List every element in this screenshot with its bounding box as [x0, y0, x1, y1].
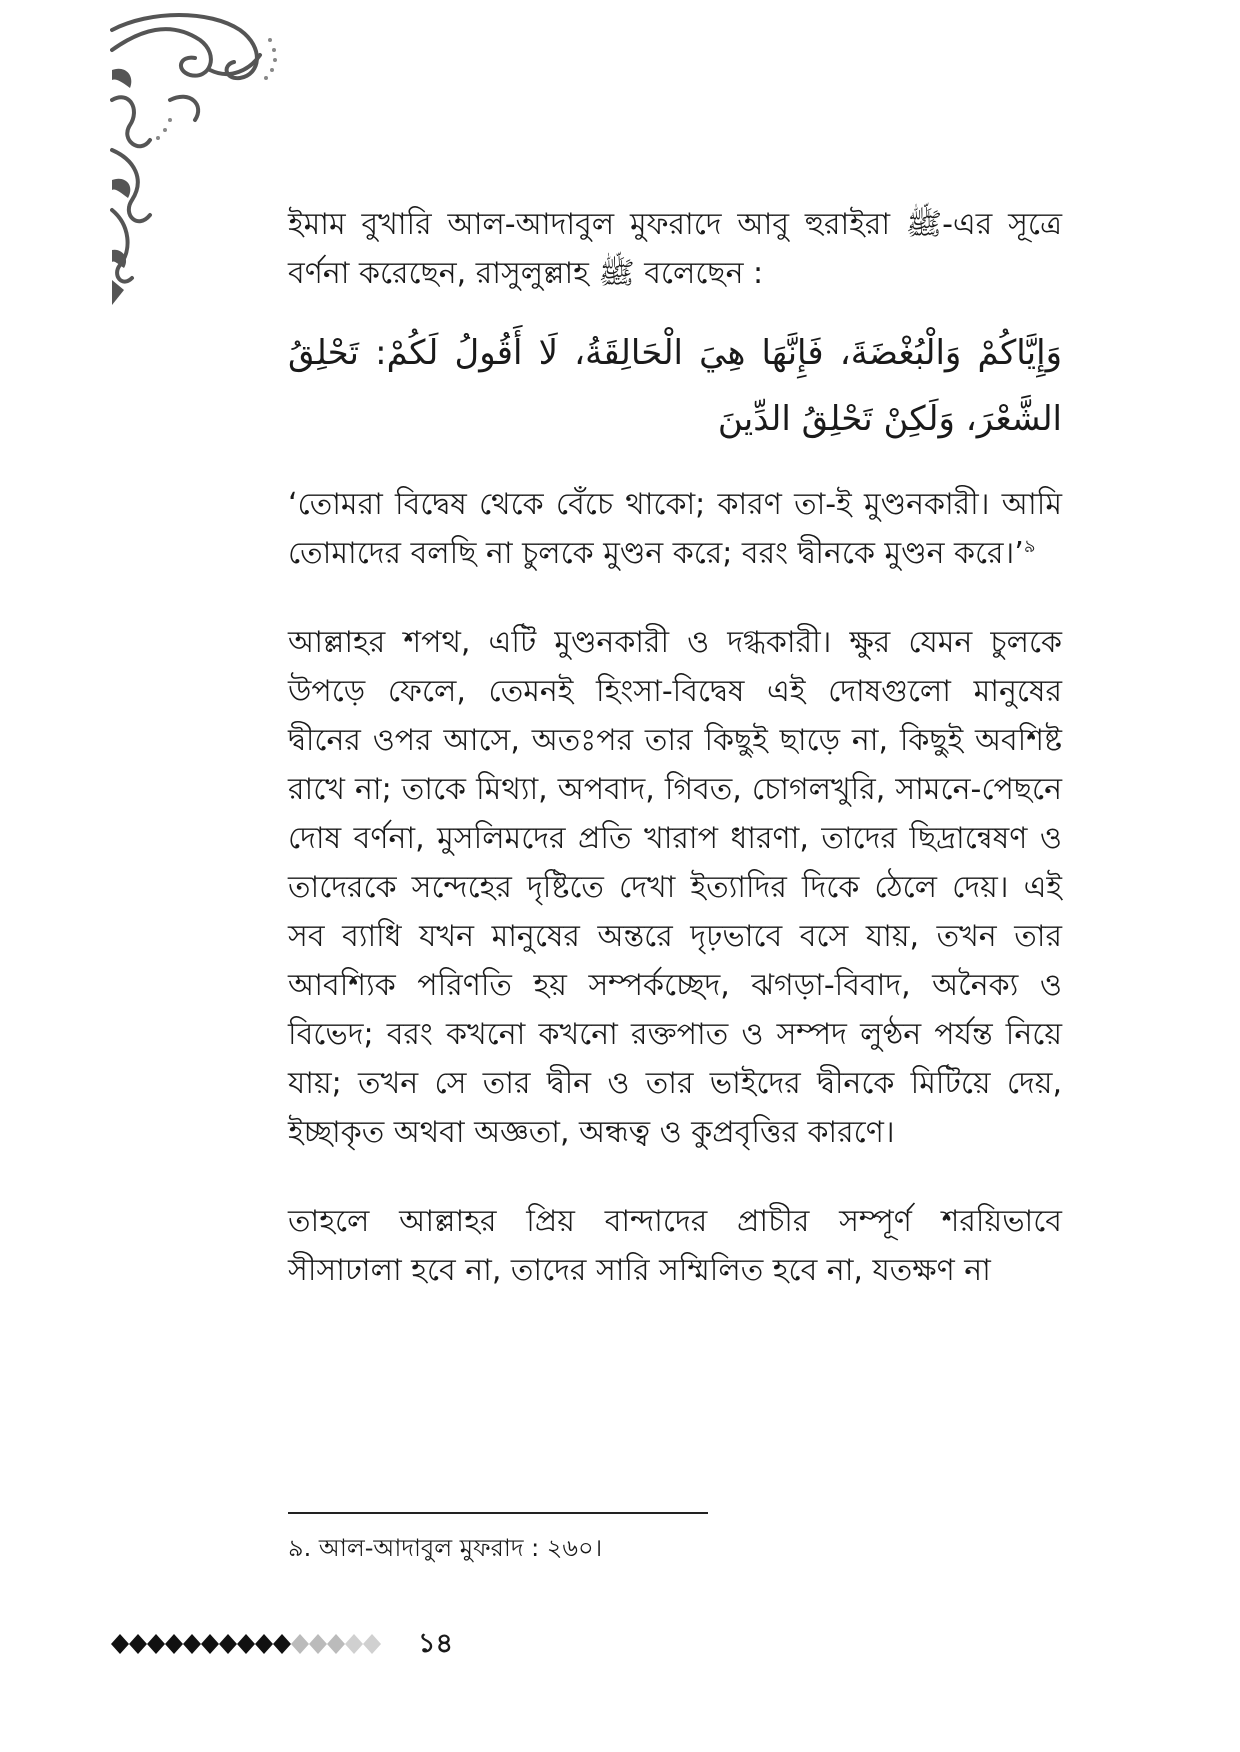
intro-paragraph: ইমাম বুখারি আল-আদাবুল মুফরাদে আবু হুরাইরা ﷺ-এর সূত্রে বর্ণনা করেছেন, রাসুলুল্লাহ ﷺ বলেছেন :	[288, 207, 1062, 291]
corner-ornament	[110, 10, 280, 310]
diamond-ornament	[165, 1634, 183, 1654]
diamond-ornament	[309, 1634, 327, 1654]
translation-text: ‘তোমরা বিদ্বেষ থেকে বেঁচে থাকো; কারণ তা-ই মুণ্ডনকারী। আমি তোমাদের বলছি না চুলকে মুণ্ডন করে; বরং দ্বীনকে মুণ্ডন করে।’	[288, 487, 1062, 571]
diamond-ornament	[237, 1634, 255, 1654]
page-marker-ornament	[110, 1632, 400, 1656]
diamond-ornament	[147, 1634, 165, 1654]
diamond-ornament	[255, 1634, 273, 1654]
page-body	[288, 200, 1062, 1295]
page-number: ১৪	[418, 1628, 454, 1659]
diamond-ornament	[183, 1634, 201, 1654]
body-paragraph-2: তাহলে আল্লাহর প্রিয় বান্দাদের প্রাচীর সম্পূর্ণ শরয়িভাবে সীসাঢালা হবে না, তাদের সারি সম্মিলিত হবে না, যতক্ষণ না	[288, 1204, 1062, 1288]
footnote-ref: ৯	[1023, 536, 1036, 557]
diamond-ornament	[273, 1634, 291, 1654]
diamond-ornament	[345, 1634, 363, 1654]
diamond-ornament	[111, 1634, 129, 1654]
footnote-divider	[288, 1512, 708, 1514]
diamond-ornament	[129, 1634, 147, 1654]
arabic-quote: وَإِيَّاكُمْ وَالْبُغْضَةَ، فَإِنَّهَا هِيَ الْحَالِقَةُ، لَا أَقُولُ لَكُمْ: تَحْلِقُ الشَّعْرَ، وَلَكِنْ تَحْلِقُ الدِّينَ	[288, 333, 1062, 439]
body-paragraph-1: আল্লাহর শপথ, এটি মুণ্ডনকারী ও দগ্ধকারী। ক্ষুর যেমন চুলকে উপড়ে ফেলে, তেমনই হিংসা-বিদ্বেষ এই দোষগুলো মানুষের দ্বীনের ওপর আসে, অতঃপর তার কিছুই ছাড়ে না, কিছুই অবশিষ্ট রাখে না; তাকে মিথ্যা, অপবাদ, গিবত, চোগলখুরি, সামনে-পেছনে দোষ বর্ণনা, মুসলিমদের প্রতি খারাপ ধারণা, তাদের ছিদ্রান্বেষণ ও তাদেরকে সন্দেহের দৃষ্টিতে দেখা ইত্যাদির দিকে ঠেলে দেয়। এই সব ব্যাধি যখন মানুষের অন্তরে দৃঢ়ভাবে বসে যায়, তখন তার আবশ্যিক পরিণতি হয় সম্পর্কচ্ছেদ, ঝগড়া-বিবাদ, অনৈক্য ও বিভেদ; বরং কখনো কখনো রক্তপাত ও সম্পদ লুণ্ঠন পর্যন্ত নিয়ে যায়; তখন সে তার দ্বীন ও তার ভাইদের দ্বীনকে মিটিয়ে দেয়, ইচ্ছাকৃত অথবা অজ্ঞতা, অন্ধত্ব ও কুপ্রবৃত্তির কারণে।	[288, 625, 1062, 1150]
diamond-ornament	[363, 1634, 381, 1654]
diamond-ornament	[291, 1634, 309, 1654]
footnote: ৯. আল-আদাবুল মুফরাদ : ২৬০।	[288, 1534, 603, 1562]
diamond-ornament	[219, 1634, 237, 1654]
diamond-ornament	[201, 1634, 219, 1654]
translation-paragraph	[288, 480, 1062, 578]
diamond-ornament	[327, 1634, 345, 1654]
